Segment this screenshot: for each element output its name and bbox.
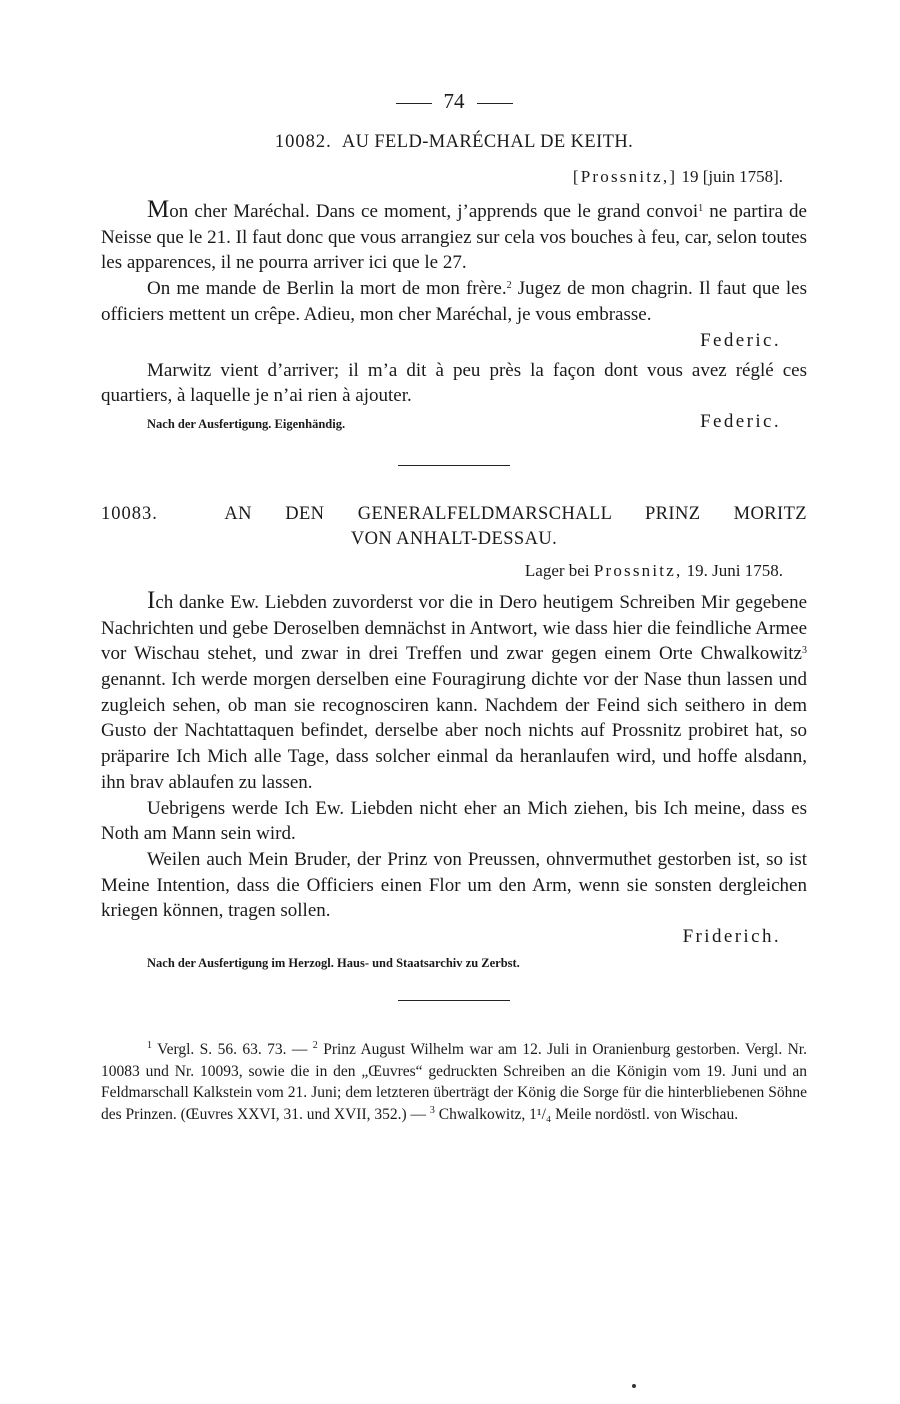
dateline-10082: [101, 164, 807, 190]
page-number-dash-right: [477, 103, 513, 104]
initial-letter: M: [147, 196, 170, 223]
page-number-line: [101, 86, 807, 116]
letter-number: 10083.: [101, 503, 158, 524]
footnote-mark: 2: [312, 1040, 318, 1052]
letter-number: 10082.: [274, 132, 332, 152]
paragraph-text: on cher Maréchal. Dans ce moment, j’apprends que le grand convoi: [169, 201, 699, 222]
paragraph: [101, 276, 807, 327]
paragraph-text: genannt. Ich werde morgen derselben eine Fouragirung dichte vor der Nase thun lassen und zugleich sehen, ob man sie recognosciren kann. Nachdem der Feind sich seithero in dem Gusto der Nachtattaquen befindet, derselbe aber noch nichts auf Prossnitz probiret hat, so präparire Ich Mich alle Tage, dass solcher einmal da heranlaufen wird, und hoffe alsdann, ihn brav ablaufen zu lassen.: [101, 669, 807, 793]
paragraph: [101, 358, 807, 409]
scan-speck: [632, 1384, 636, 1388]
separator-rule: [398, 465, 510, 466]
separator-rule: [398, 1000, 510, 1001]
paragraph-text: On me mande de Berlin la mort de mon frère.: [147, 278, 507, 300]
footnotes: [101, 1039, 807, 1125]
source-row: [101, 409, 807, 435]
footnote-ref: 3: [802, 645, 807, 657]
paragraph-text: Uebrigens werde Ich Ew. Liebden nicht eher an Mich ziehen, bis Ich meine, dass es Noth am Mann sein wird.: [101, 797, 807, 845]
letter-heading-10082: [101, 130, 807, 155]
initial-letter: I: [147, 586, 156, 614]
page-number-dash-left: [396, 103, 432, 104]
heading-line: VON ANHALT-DESSAU.: [350, 528, 558, 549]
date-prefix: Lager bei: [524, 560, 590, 580]
footnote-ref: 2: [506, 280, 512, 292]
paragraph: [101, 586, 807, 796]
source-note: Nach der Ausfertigung im Herzogl. Haus- und Staatsarchiv zu Zerbst.: [147, 956, 520, 971]
source-note: Nach der Ausfertigung. Eigenhändig.: [147, 416, 346, 431]
footnote-block: [101, 1039, 807, 1125]
paragraph: [101, 796, 807, 847]
paragraph-text: ne partira de Neisse que le 21. Il faut donc que vous arrangiez sur cela vos bouches à feu, car, selon toutes les apparences, il ne pourra arriver ici que le 27.: [101, 201, 807, 274]
paragraph-text: Weilen auch Mein Bruder, der Prinz von Preussen, ohnvermuthet gestorben ist, so ist Meine Intention, dass die Officiers einen Flor um den Arm, wenn sie sonsten dergleichen kriegen können, tragen sollen.: [101, 848, 807, 922]
paragraph: [101, 196, 807, 276]
footnote-text: Prinz August Wilhelm war am 12. Juli in Oranienburg gestorben. Vergl. Nr. 10083 und Nr. 10093, sowie die in den „Œuvres“ gedruckten Schreiben an die Königin vom 19. Juni und an Feldmarschall Kalkstein vom 21. Juni; dem letzteren überträgt der König die Sorge für die hinterbliebenen Söhne des Prinzen. (Œuvres XXVI, 31. und XVII, 352.) —: [101, 1041, 807, 1123]
heading-line: [101, 502, 807, 527]
paragraph-text: ch danke Ew. Liebden zuvorderst vor die in Dero heutigem Schreiben Mir gegebene Nachrichten und gebe Deroselben demnächst in Antwort, wie dass hier die feindliche Armee vor Wischau stehet, und zwar in drei Treffen und zwar gegen einem Orte Chwalkowitz: [101, 591, 807, 665]
letter-recipient: AU FELD-MARÉCHAL DE KEITH.: [341, 132, 634, 152]
footnote-text: Vergl. S. 56. 63. 73. —: [152, 1041, 313, 1059]
footnote-text: Chwalkowitz, 1¹/₄ Meile nordöstl. von Wischau.: [434, 1105, 739, 1123]
letter-heading-10083: [101, 502, 807, 552]
footnote-mark: 3: [429, 1104, 435, 1116]
paragraph-text: Jugez de mon chagrin. Il faut que les officiers mettent un crêpe. Adieu, mon cher Maréchal, je vous embrasse.: [101, 278, 807, 325]
date-rest: 19. Juni 1758.: [686, 560, 783, 580]
date-place: Prossnitz,: [593, 560, 683, 580]
date-rest: 19 [juin 1758].: [681, 167, 783, 186]
footnote-ref: 1: [698, 203, 704, 214]
signature: Friderich.: [682, 926, 781, 948]
paragraph: [101, 847, 807, 924]
letter-recipient: AN DEN GENERALFELDMARSCHALL PRINZ MORITZ: [224, 503, 807, 524]
dateline-10083: [101, 558, 807, 584]
page: [101, 86, 807, 1125]
page-number: 74: [443, 89, 465, 113]
signature: Federic.: [700, 329, 781, 351]
paragraph-text: Marwitz vient d’arriver; il m’a dit à peu près la façon dont vous avez réglé ces quartiers, à laquelle je n’ai rien à ajouter.: [101, 359, 807, 407]
footnote-mark: 1: [147, 1040, 152, 1052]
signature: Federic.: [700, 410, 781, 432]
date-place: [Prossnitz,]: [572, 167, 678, 186]
